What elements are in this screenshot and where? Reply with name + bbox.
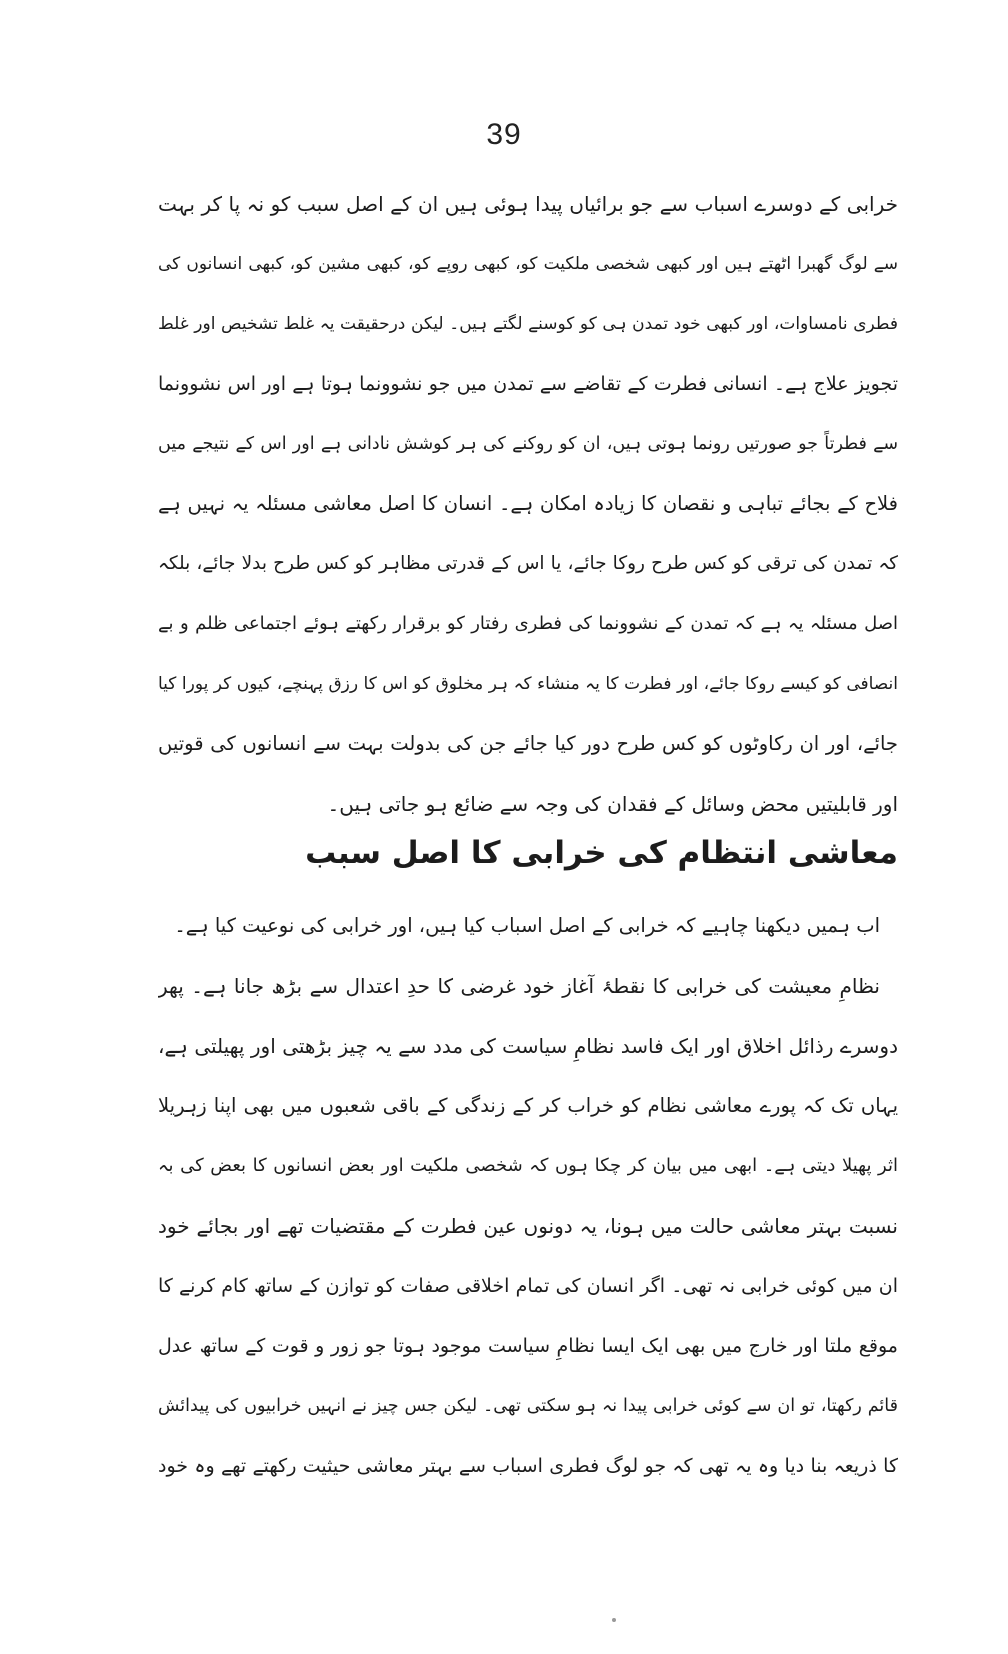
scan-speck — [612, 1618, 616, 1622]
body-paragraph-1 — [158, 174, 898, 834]
text-line: نسبت بہتر معاشی حالت میں ہونا، یہ دونوں عین فطرت کے مقتضیات تھے اور بجائے خود — [158, 1214, 898, 1238]
text-line: دوسرے رذائل اخلاق اور ایک فاسد نظامِ سیاست کی مدد سے یہ چیز بڑھتی اور پھیلتی ہے، — [158, 1034, 898, 1058]
section-heading: معاشی انتظام کی خرابی کا اصل سبب — [305, 835, 898, 871]
text-line: قائم رکھتا، تو ان سے کوئی خرابی پیدا نہ ہو سکتی تھی۔ لیکن جس چیز نے انہیں خرابیوں کی پیدائش — [158, 1396, 898, 1416]
text-line: سے فطرتاً جو صورتیں رونما ہوتی ہیں، ان کو روکنے کی ہر کوشش نادانی ہے اور اس کے نتیجے میں — [158, 434, 898, 454]
text-line: فطری نامساوات، اور کبھی خود تمدن ہی کو کوسنے لگتے ہیں۔ لیکن درحقیقت یہ غلط تشخیص اور غلط — [158, 314, 898, 334]
text-line: یہاں تک کہ پورے معاشی نظام کو خراب کر کے زندگی کے باقی شعبوں میں بھی اپنا زہریلا — [158, 1094, 898, 1117]
text-line: نظامِ معیشت کی خرابی کا نقطۂ آغاز خود غرضی کا حدِ اعتدال سے بڑھ جانا ہے۔ پھر — [158, 974, 880, 998]
text-line: تجویز علاج ہے۔ انسانی فطرت کے تقاضے سے تمدن میں جو نشوونما ہوتا ہے اور اس نشوونما — [158, 373, 898, 395]
text-line: سے لوگ گھبرا اٹھتے ہیں اور کبھی شخصی ملکیت کو، کبھی روپے کو، کبھی مشین کو، کبھی انسانوں کی — [158, 254, 898, 274]
text-line: کہ تمدن کی ترقی کو کس طرح روکا جائے، یا اس کے قدرتی مظاہر کو کس طرح بدلا جائے، بلکہ — [158, 553, 898, 574]
text-line: اثر پھیلا دیتی ہے۔ ابھی میں بیان کر چکا ہوں کہ شخصی ملکیت اور بعض انسانوں کا بعض کی بہ — [158, 1155, 898, 1176]
text-line: فلاح کے بجائے تباہی و نقصان کا زیادہ امکان ہے۔ انسان کا اصل معاشی مسئلہ یہ نہیں ہے — [158, 492, 898, 515]
text-line: موقع ملتا اور خارج میں بھی ایک ایسا نظامِ سیاست موجود ہوتا جو زور و قوت کے ساتھ عدل — [158, 1335, 898, 1357]
text-line: ان میں کوئی خرابی نہ تھی۔ اگر انسان کی تمام اخلاقی صفات کو توازن کے ساتھ کام کرنے کا — [158, 1275, 898, 1297]
text-line: کا ذریعہ بنا دیا وہ یہ تھی کہ جو لوگ فطری اسباب سے بہتر معاشی حیثیت رکھتے تھے وہ خود — [158, 1455, 898, 1477]
body-paragraph-2 — [158, 896, 898, 1496]
page-number: 39 — [486, 118, 522, 151]
text-line: خرابی کے دوسرے اسباب سے جو برائیاں پیدا ہوئی ہیں ان کے اصل سبب کو نہ پا کر بہت — [158, 192, 898, 216]
text-line: جائے، اور ان رکاوٹوں کو کس طرح دور کیا جائے جن کی بدولت بہت سے انسانوں کی قوتیں — [158, 732, 898, 755]
text-line: انصافی کو کیسے روکا جائے، اور فطرت کا یہ منشاء کہ ہر مخلوق کو اس کا رزق پہنچے، کیوں کر پورا کیا — [158, 674, 898, 694]
text-line: اصل مسئلہ یہ ہے کہ تمدن کے نشوونما کی فطری رفتار کو برقرار رکھتے ہوئے اجتماعی ظلم و بے — [158, 613, 898, 634]
text-line: اور قابلیتیں محض وسائل کے فقدان کی وجہ سے ضائع ہو جاتی ہیں۔ — [327, 792, 898, 816]
text-line: اب ہمیں دیکھنا چاہیے کہ خرابی کے اصل اسباب کیا ہیں، اور خرابی کی نوعیت کیا ہے۔ — [174, 914, 880, 937]
